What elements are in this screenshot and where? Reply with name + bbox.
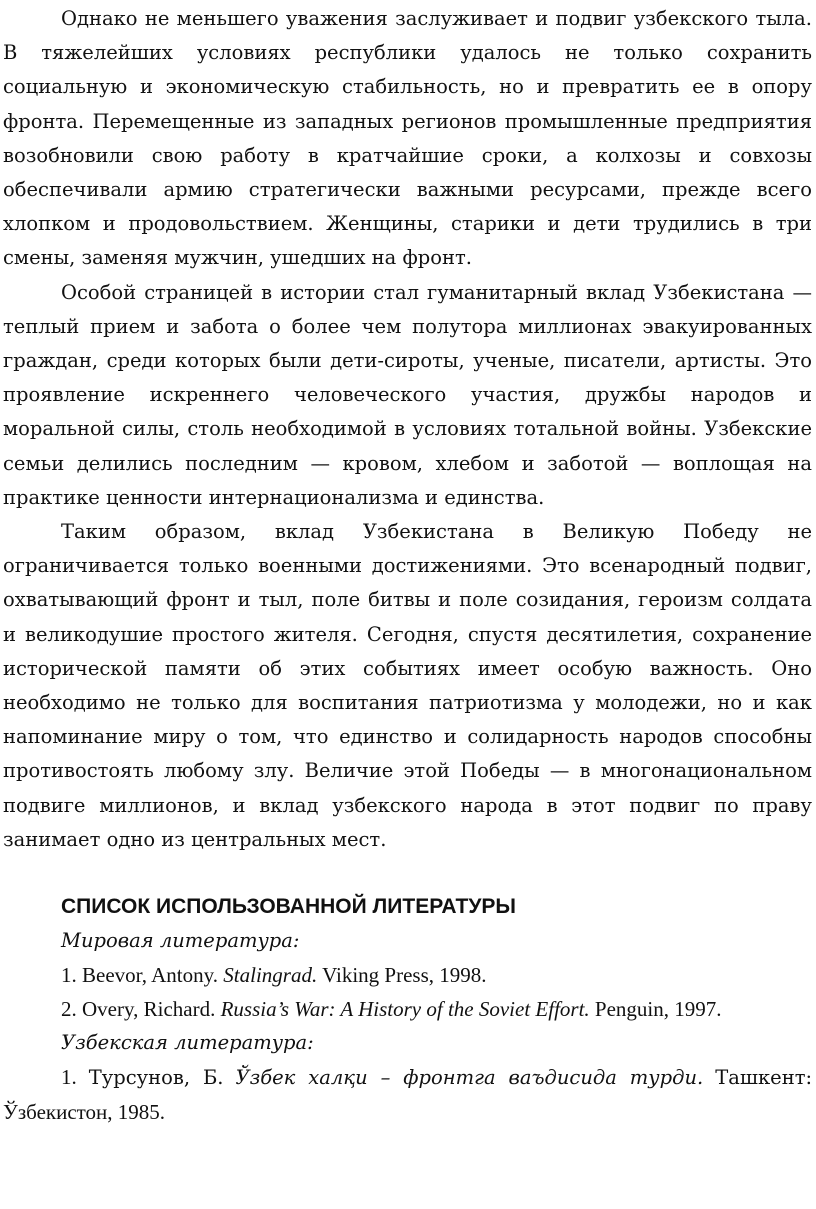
reference-publisher: Penguin, 1997.: [594, 997, 722, 1022]
reference-number: 2.: [61, 997, 77, 1022]
references-title: СПИСОК ИСПОЛЬЗОВАННОЙ ЛИТЕРАТУРЫ: [61, 895, 516, 919]
reference-author: Турсунов, Б.: [88, 1066, 224, 1090]
paragraph-conclusion: Таким образом, вклад Узбекистана в Великую Победу не ограничивается только военными достижениями. Это всенародный подвиг, охватывающий фронт и тыл, поле битвы и поле созидания, героизм солдата и великодушие простого жителя. Сегодня, спустя десятилетия, сохранение исторической памяти об этих событиях имеет особую важность. Оно необходимо не только для воспитания патриотизма у молодежи, но и как напоминание миру о том, что единство и солидарность народов способны противостоять любому злу. Величие этой Победы — в многонациональном подвиге миллионов, и вклад узбекского народа в этот подвиг по праву занимает одно из центральных мест.: [3, 520, 812, 851]
reference-place: Ташкент:: [715, 1066, 813, 1090]
uzbek-literature-heading: Узбекская литература:: [61, 1031, 314, 1055]
reference-item: [3, 992, 812, 1026]
reference-author: Overy, Richard.: [82, 997, 216, 1022]
reference-publisher: Viking Press, 1998.: [322, 963, 487, 988]
paragraph-home-front: Однако не меньшего уважения заслуживает и подвиг узбекского тыла. В тяжелейших условиях республики удалось не только сохранить социальную и экономическую стабильность, но и превратить ее в опору фронта. Перемещенные из западных регионов промышленные предприятия возобновили свою работу в кратчайшие сроки, а колхозы и совхозы обеспечивали армию стратегически важными ресурсами, прежде всего хлопком и продовольствием. Женщины, старики и дети трудились в три смены, заменяя мужчин, ушедших на фронт.: [3, 7, 812, 270]
references-section: [3, 890, 812, 1129]
world-literature-heading: Мировая литература:: [61, 929, 300, 953]
reference-author: Beevor, Antony.: [82, 963, 219, 988]
paragraph-humanitarian: Особой страницей в истории стал гуманитарный вклад Узбекистана — теплый прием и забота о более чем полутора миллионах эвакуированных граждан, среди которых были дети-сироты, ученые, писатели, артисты. Это проявление искреннего человеческого участия, дружбы народов и моральной силы, столь необходимой в условиях тотальной войны. Узбекские семьи делились последним — кровом, хлебом и заботой — воплощая на практике ценности интернационализма и единства.: [3, 280, 812, 509]
reference-work: Russia’s War: A History of the Soviet Effort.: [220, 997, 590, 1022]
reference-publisher: Ўзбекистон, 1985.: [3, 1100, 166, 1125]
reference-work: Stalingrad.: [223, 963, 318, 988]
reference-item: [3, 1060, 812, 1129]
reference-number: 1.: [61, 963, 77, 988]
reference-work: Ўзбек халқи – фронтга ваъдисида турди.: [235, 1066, 704, 1090]
reference-item: [3, 958, 812, 992]
reference-number: 1.: [61, 1065, 77, 1090]
